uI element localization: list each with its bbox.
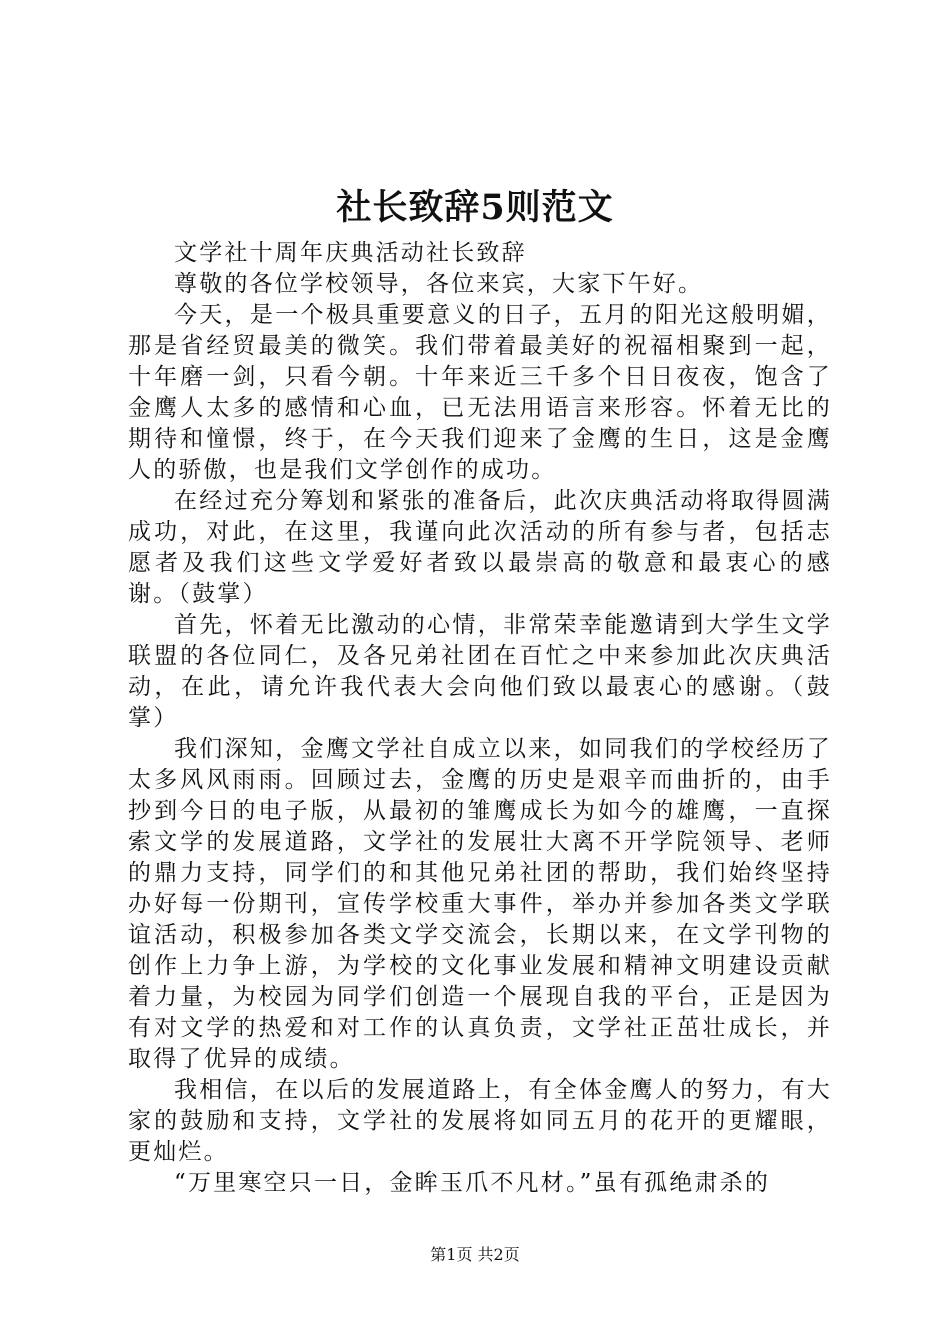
paragraph: 我们深知，金鹰文学社自成立以来，如同我们的学校经历了太多风风雨雨。回顾过去，金鹰的历史是艰辛而曲折的，由手抄到今日的电子版，从最初的雏鹰成长为如今的雄鹰，一直探索文学的发展道路，文学社的发展壮大离不开学院领导、老师的鼎力支持，同学们的和其他兄弟社团的帮助，我们始终坚持办好每一份期刊，宣传学校重大事件，举办并参加各类文学联谊活动，积极参加各类文学交流会，长期以来，在文学刊物的创作上力争上游，为学校的文化事业发展和精神文明建设贡献着力量，为校园为同学们创造一个展现自我的平台，正是因为有对文学的热爱和对工作的认真负责，文学社正茁壮成长，并取得了优异的成绩。 — [128, 736, 832, 1072]
document-body — [128, 238, 832, 1199]
paragraph: 今天，是一个极具重要意义的日子，五月的阳光这般明媚，那是省经贸最美的微笑。我们带着最美好的祝福相聚到一起，十年磨一剑，只看今朝。十年来近三千多个日日夜夜，饱含了金鹰人太多的感情和心血，已无法用语言来形容。怀着无比的期待和憧憬，终于，在今天我们迎来了金鹰的生日，这是金鹰人的骄傲，也是我们文学创作的成功。 — [128, 302, 832, 483]
paragraph-subtitle: 文学社十周年庆典活动社长致辞 — [174, 240, 527, 266]
document-title: 社长致辞5则范文 — [336, 187, 614, 228]
paragraph: “万里寒空只一日，金眸玉爪不凡材。”虽有孤绝肃杀的 — [174, 1170, 771, 1196]
page-number: 第1页 — [430, 1245, 473, 1264]
paragraph: 首先，怀着无比激动的心情，非常荣幸能邀请到大学生文学联盟的各位同仁，及各兄弟社团在百忙之中来参加此次庆典活动，在此，请允许我代表大会向他们致以最衷心的感谢。（鼓掌） — [128, 612, 832, 731]
page-footer — [0, 1244, 950, 1266]
paragraph-greeting: 尊敬的各位学校领导，各位来宾，大家下午好。 — [174, 271, 704, 297]
paragraph: 我相信，在以后的发展道路上，有全体金鹰人的努力，有大家的鼓励和支持，文学社的发展将如同五月的花开的更耀眼，更灿烂。 — [128, 1077, 832, 1165]
page-total: 共2页 — [477, 1245, 520, 1264]
paragraph: 在经过充分筹划和紧张的准备后，此次庆典活动将取得圆满成功，对此，在这里，我谨向此次活动的所有参与者，包括志愿者及我们这些文学爱好者致以最崇高的敬意和最衷心的感谢。（鼓掌） — [128, 488, 832, 607]
